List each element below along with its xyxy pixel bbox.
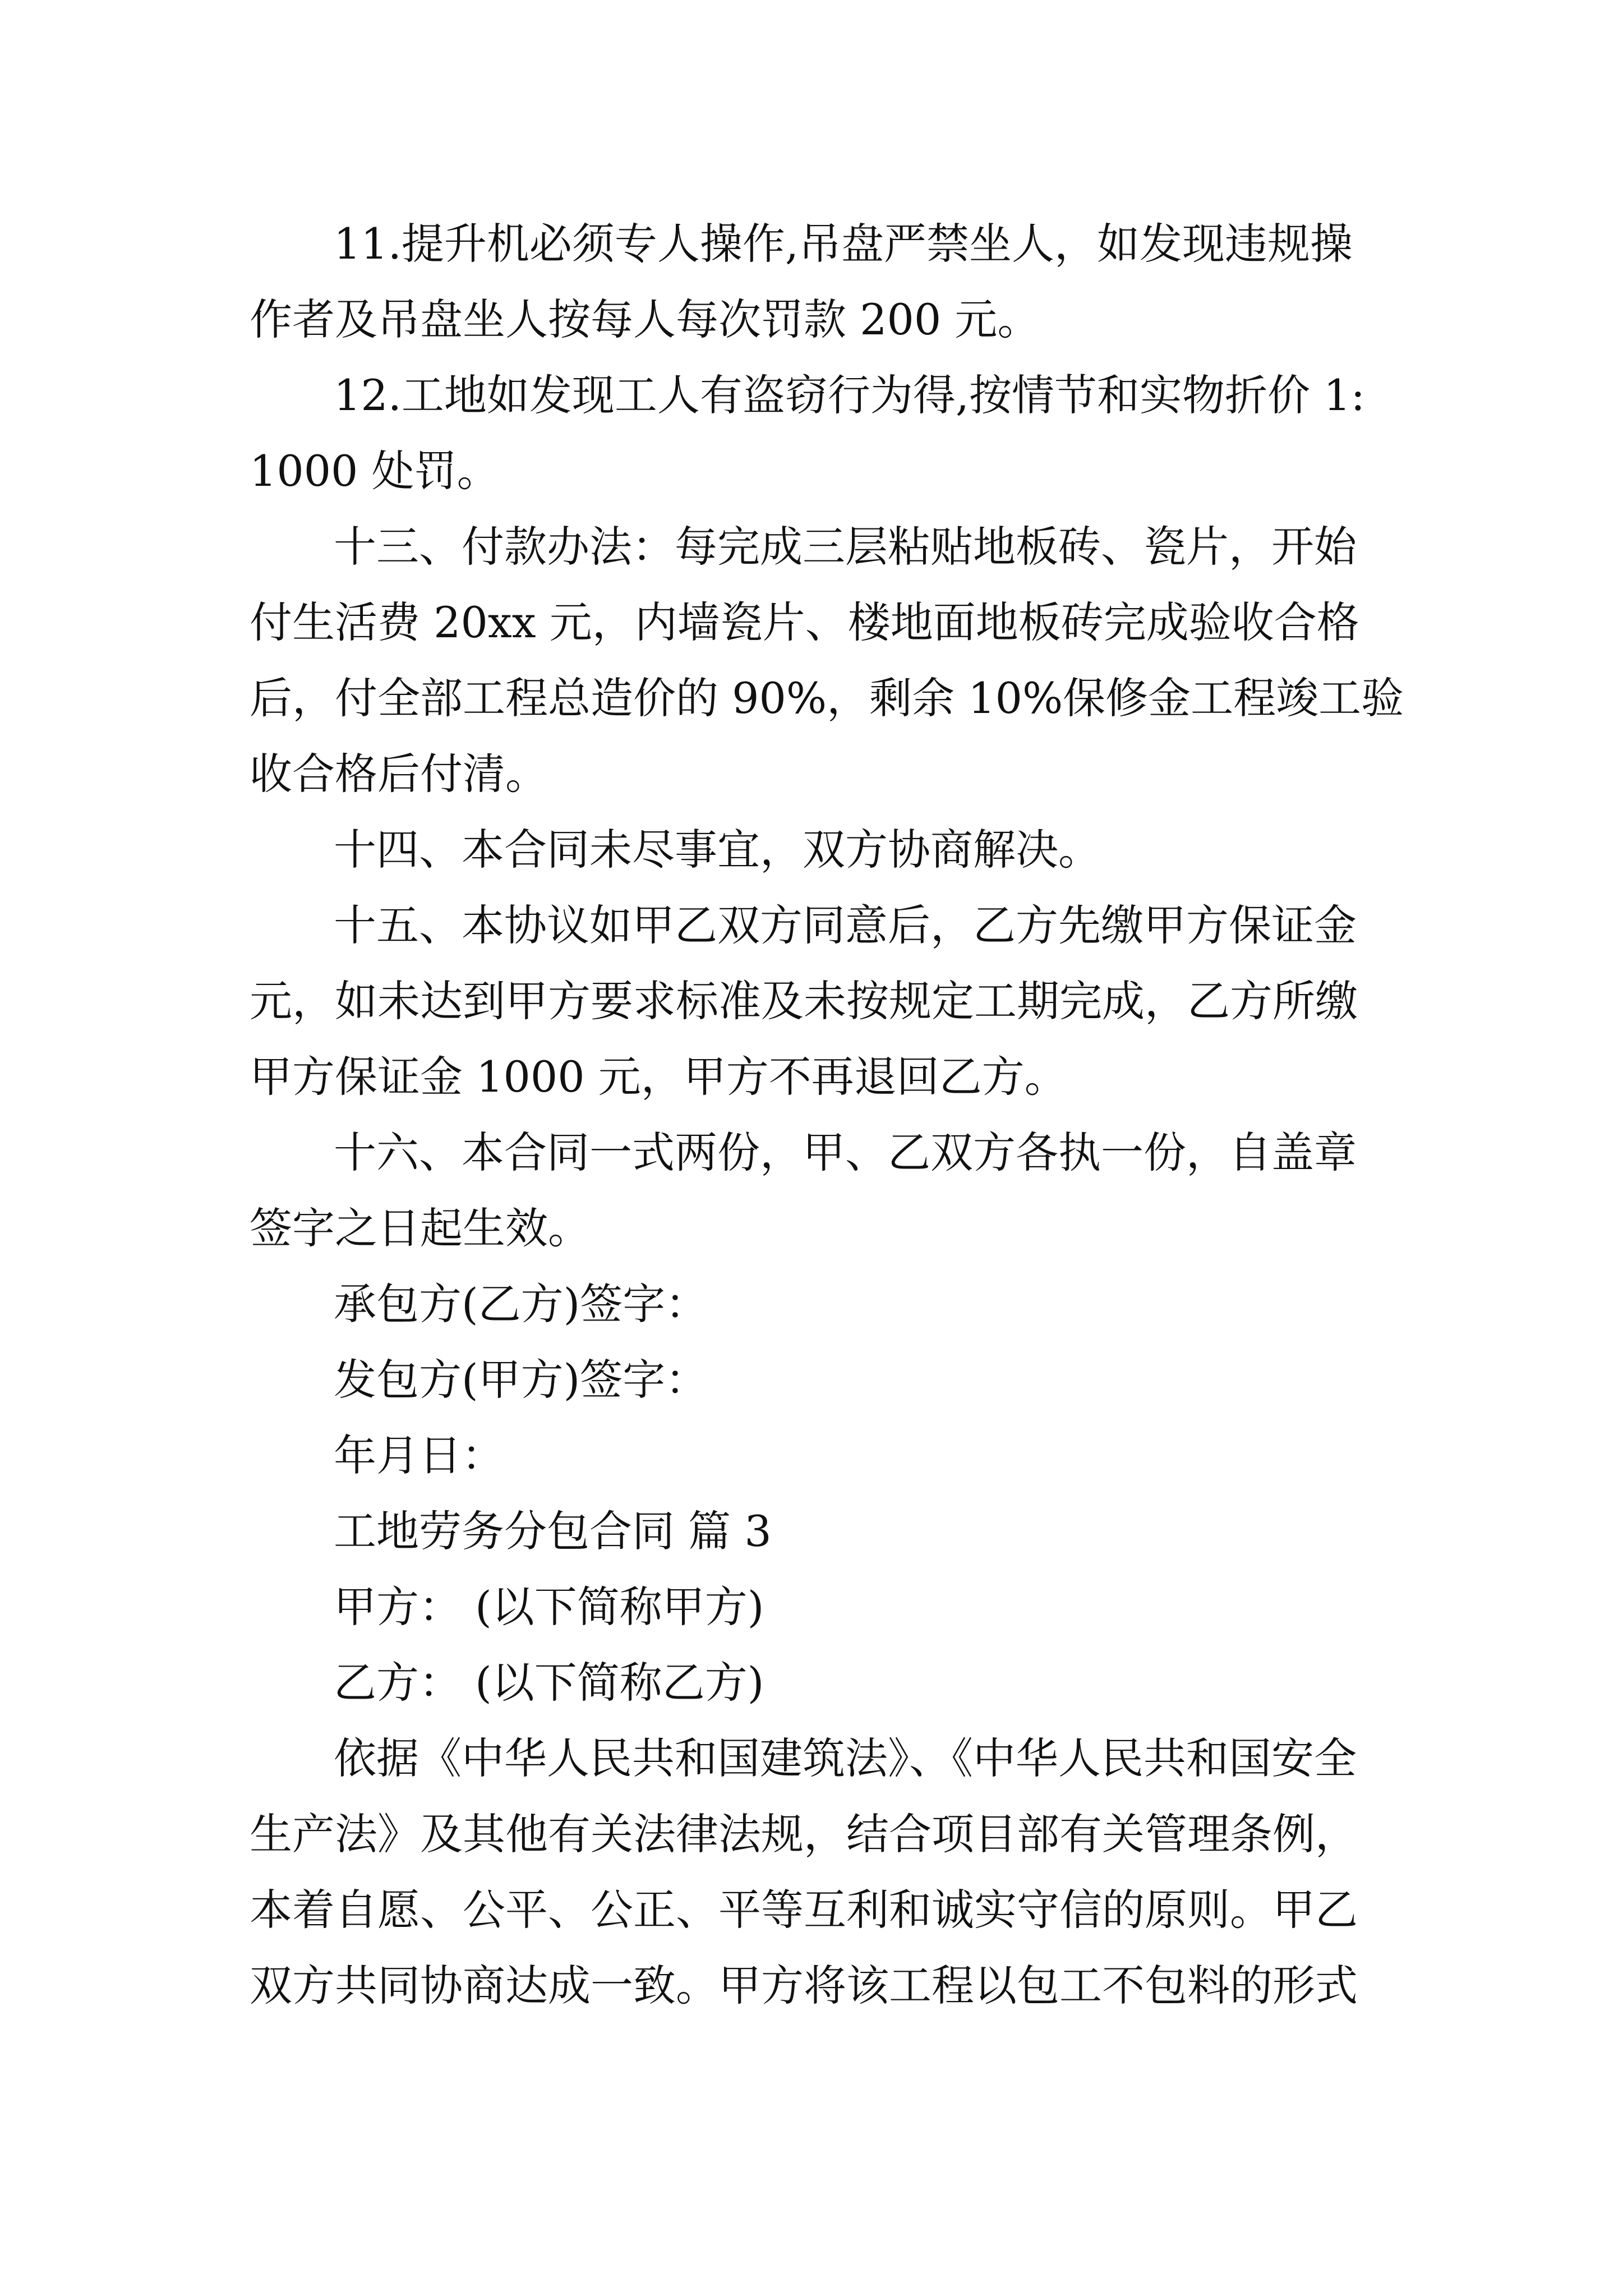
text-line: 依据《中华人民共和国建筑法》、《中华人民共和国安全	[334, 1733, 1357, 1783]
text-line: 十五、本协议如甲乙双方同意后，乙方先缴甲方保证金	[334, 900, 1357, 950]
text-line: 十三、付款办法：每完成三层粘贴地板砖、瓷片，开始	[334, 522, 1357, 572]
text-line: 甲方保证金 1000 元，甲方不再退回乙方。	[250, 1052, 1067, 1102]
text-line: 生产法》及其他有关法律法规，结合项目部有关管理条例，	[250, 1809, 1358, 1859]
text-line: 11.提升机必须专人操作,吊盘严禁坐人，如发现违规操	[334, 219, 1353, 269]
text-line: 作者及吊盘坐人按每人每次罚款 200 元。	[250, 295, 1040, 344]
text-line: 付生活费 20xx 元，内墙瓷片、楼地面地板砖完成验收合格	[250, 597, 1359, 647]
date-line: 年月日：	[334, 1430, 504, 1480]
signature-line-employer: 发包方(甲方)签字：	[334, 1355, 708, 1405]
text-line: 十六、本合同一式两份，甲、乙双方各执一份，自盖章	[334, 1128, 1357, 1177]
signature-line-contractor: 承包方(乙方)签字：	[334, 1279, 708, 1329]
text-line: 本着自愿、公平、公正、平等互利和诚实守信的原则。甲乙	[250, 1885, 1358, 1935]
section-heading: 工地劳务分包合同 篇 3	[334, 1506, 772, 1556]
text-line: 1000 处罚。	[250, 446, 500, 496]
text-line: 签字之日起生效。	[250, 1203, 591, 1253]
text-line: 12.工地如发现工人有盗窃行为得,按情节和实物折价 1:	[334, 370, 1366, 420]
text-line: 元，如未达到甲方要求标准及未按规定工期完成，乙方所缴	[250, 976, 1358, 1026]
party-a-line: 甲方： (以下简称甲方)	[334, 1582, 764, 1632]
text-line: 收合格后付清。	[250, 749, 548, 799]
party-b-line: 乙方： (以下简称乙方)	[334, 1658, 764, 1708]
text-line: 后，付全部工程总造价的 90%，剩余 10%保修金工程竣工验	[250, 673, 1404, 723]
text-line: 双方共同协商达成一致。甲方将该工程以包工不包料的形式	[250, 1961, 1358, 2010]
text-line: 十四、本合同未尽事宜，双方协商解决。	[334, 825, 1101, 875]
